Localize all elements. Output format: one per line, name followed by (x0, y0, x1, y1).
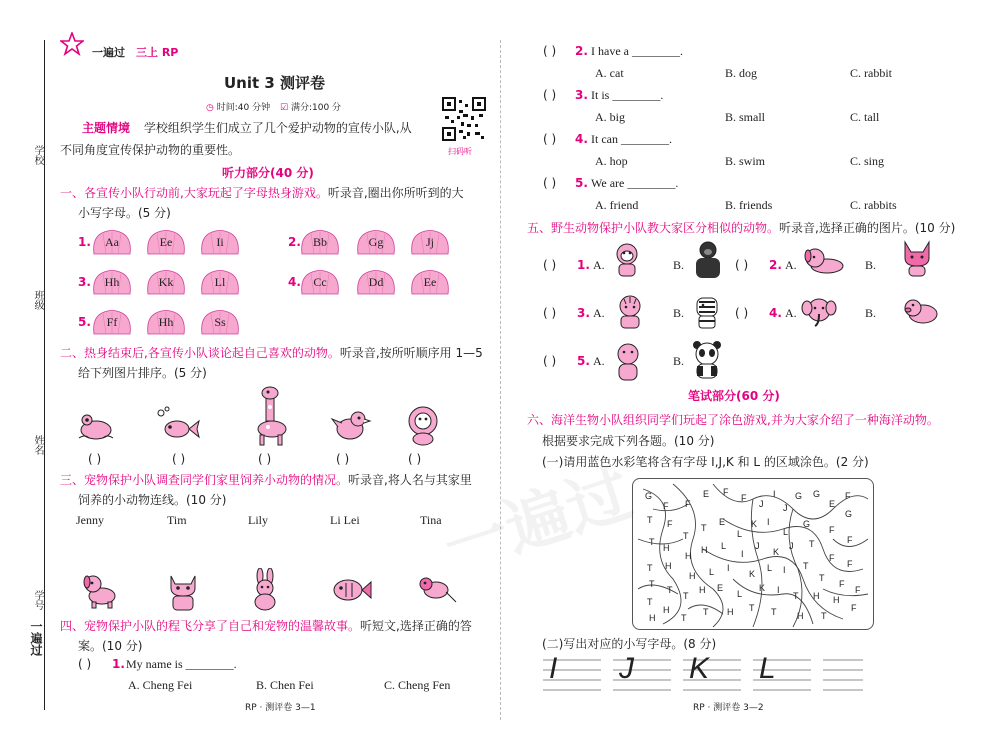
sec1-row-number: 4. (288, 275, 301, 289)
person-tim[interactable]: Tim (167, 513, 187, 527)
letter-shell[interactable] (408, 228, 452, 258)
scan-label: 扫码听 (448, 147, 472, 156)
section-4-points: 案。(10 分) (78, 639, 143, 653)
side-label-class: 班级 (32, 290, 43, 310)
q4-answer-box[interactable]: ( ) (543, 132, 557, 146)
shell-letter: Cc (313, 275, 327, 289)
letter-shell[interactable] (408, 268, 452, 298)
side-label-id: 学号 (32, 590, 43, 610)
dog-image[interactable] (80, 570, 120, 615)
sec5-number: 1. (577, 258, 590, 272)
panda-image[interactable] (691, 340, 723, 385)
uppercase-letter: K (689, 652, 710, 685)
written-header: 笔试部分(60 分) (688, 389, 780, 403)
listening-header: 听力部分(40 分) (222, 166, 314, 180)
sec5-option-b-label[interactable]: B. (865, 306, 877, 320)
q1-number: 1. (112, 657, 125, 671)
q3-number: 3. (575, 88, 588, 102)
tiger-image[interactable] (613, 294, 647, 335)
right-footer: RP · 测评卷 3—2 (693, 703, 764, 713)
fox-image[interactable] (901, 240, 933, 283)
brand-logo (60, 32, 84, 61)
section-2-points: 给下列图片排序。(5 分) (78, 366, 207, 380)
letter-shell[interactable] (354, 228, 398, 258)
writing-box[interactable] (613, 652, 671, 692)
letter-shell[interactable] (198, 268, 242, 298)
shell-letter: Hh (104, 275, 120, 289)
elephant-image[interactable] (801, 296, 837, 335)
sec1-row-number: 3. (78, 275, 91, 289)
q2-number: 2. (575, 44, 588, 58)
q4-number: 4. (575, 132, 588, 146)
uppercase-letter: L (759, 652, 776, 685)
q1-option-b[interactable]: B. Chen Fei (256, 678, 314, 692)
letter-shell[interactable] (90, 228, 134, 258)
letter-shell[interactable] (354, 268, 398, 298)
shell-letter: Ss (214, 315, 226, 329)
theme-label: 主题情境 (82, 121, 131, 135)
section-6-points: 根据要求完成下列各题。(10 分) (542, 434, 715, 448)
coloring-puzzle[interactable]: G F T F F E F F J I J G G E F G T H T T E L K I L G F F T H H H L I J K J T F F T T H L I K L I T T F F T H T H E L K I T H H F H T T H T T H T (632, 478, 874, 630)
fish-image[interactable] (330, 575, 372, 610)
theme-text-1: 学校组织学生们成立了几个爱护动物的宣传小队,从 (143, 121, 412, 135)
q3-option-a[interactable]: A. big (595, 110, 625, 124)
page-divider (500, 40, 501, 720)
sec5-answer-box[interactable]: ( ) (735, 258, 749, 272)
side-label-name: 姓名 (32, 435, 43, 455)
q2-option-c[interactable]: C. rabbit (850, 66, 892, 80)
bird-image (330, 405, 372, 450)
grade-label: 三上 RP (136, 46, 179, 59)
writing-gap (671, 656, 681, 692)
time-info (206, 100, 270, 113)
qr-code[interactable] (441, 96, 487, 142)
shell-letter: Ll (214, 275, 226, 289)
side-label-school: 学校 (32, 145, 43, 165)
letter-shell[interactable] (298, 268, 342, 298)
letter-shell[interactable] (198, 228, 242, 258)
section-4-instructions: 四、宠物保护小队的程飞分享了自己和宠物的温馨故事。听短文,选择正确的答 (60, 619, 472, 633)
star-logo-icon (60, 32, 84, 56)
section-2-instructions: 二、热身结束后,各宣传小队谈论起自己喜欢的动物。听录音,按所听顺序用 1—5 (60, 346, 483, 360)
sec5-answer-box[interactable]: ( ) (543, 306, 557, 320)
uppercase-letter: I (549, 652, 558, 685)
sec5-option-a-label[interactable]: A. (785, 258, 797, 272)
letter-shell[interactable] (144, 228, 188, 258)
uppercase-letter: J (619, 652, 634, 685)
sub-question-1: (一)请用蓝色水彩笔将含有字母 I,J,K 和 L 的区域涂色。(2 分) (542, 455, 869, 469)
sec5-option-b-label[interactable]: B. (673, 354, 685, 368)
letter-shell[interactable] (144, 268, 188, 298)
q4-option-a[interactable]: A. hop (595, 154, 628, 168)
q5-option-c[interactable]: C. rabbits (850, 198, 897, 212)
q5-answer-box[interactable]: ( ) (543, 176, 557, 190)
sec1-row-number: 2. (288, 235, 301, 249)
section-5-instructions: 五、野生动物保护小队教大家区分相似的动物。听录音,选择正确的图片。(10 分) (527, 221, 956, 235)
page-title: Unit 3 测评卷 (224, 74, 326, 92)
score-text: 满分:100 分 (290, 103, 342, 113)
sec5-option-a-label[interactable]: A. (785, 306, 797, 320)
q3-answer-box[interactable]: ( ) (543, 88, 557, 102)
sec5-number: 3. (577, 306, 590, 320)
q1-option-a[interactable]: A. Cheng Fei (128, 678, 193, 692)
shell-letter: Aa (105, 235, 119, 249)
q5-text: We are ________. (591, 176, 679, 190)
sec5-answer-box[interactable]: ( ) (735, 306, 749, 320)
shell-letter: Bb (312, 235, 327, 249)
sec5-option-a-label[interactable]: A. (593, 306, 605, 320)
goldfish-image (155, 405, 201, 450)
sec5-option-b-label[interactable]: B. (865, 258, 877, 272)
score-info (280, 100, 341, 113)
puppy-image[interactable] (801, 246, 847, 281)
section-3-points: 饲养的小动物连线。(10 分) (78, 493, 227, 507)
sec5-answer-box[interactable]: ( ) (543, 354, 557, 368)
left-footer: RP · 测评卷 3—1 (245, 703, 316, 713)
hippo-image[interactable] (613, 342, 643, 387)
qr-code-icon (441, 96, 487, 142)
zebra-image[interactable] (691, 294, 723, 335)
sec2-answer-3[interactable]: ( ) (258, 452, 272, 466)
writing-gap (601, 656, 611, 692)
writing-gap (741, 656, 751, 692)
brand-name: 一遍过 (92, 46, 125, 59)
q1-answer-box[interactable]: ( ) (78, 657, 92, 671)
person-tina[interactable]: Tina (420, 513, 442, 527)
letter-shell[interactable] (90, 268, 134, 298)
shell-letter: Hh (158, 315, 174, 329)
side-brand: 一遍过 (29, 620, 43, 656)
q2-option-b[interactable]: B. dog (725, 66, 758, 80)
sec2-answer-1[interactable]: ( ) (88, 452, 102, 466)
person-jenny[interactable]: Jenny (76, 513, 104, 527)
q2-option-a[interactable]: A. cat (595, 66, 624, 80)
theme-text-2: 不同角度宣传保护动物的重要性。 (60, 143, 241, 157)
giraffe-image (252, 385, 292, 452)
clock-icon: ◷ (206, 103, 214, 113)
shell-letter: Kk (158, 275, 174, 289)
q4-text: It can ________. (591, 132, 672, 146)
section-1-instructions: 一、各宣传小队行动前,大家玩起了字母热身游戏。听录音,圈出你所听到的大 (60, 186, 464, 200)
q4-option-c[interactable]: C. sing (850, 154, 885, 168)
shell-letter: Gg (368, 235, 384, 249)
letter-shell[interactable] (198, 308, 242, 338)
sec2-answer-4[interactable]: ( ) (336, 452, 350, 466)
q3-text: It is ________. (591, 88, 664, 102)
q5-option-b[interactable]: B. friends (725, 198, 773, 212)
sec5-option-b-label[interactable]: B. (673, 306, 685, 320)
writing-box[interactable] (543, 652, 601, 692)
sec5-number: 2. (769, 258, 782, 272)
sub-question-2: (二)写出对应的小写字母。(8 分) (542, 637, 717, 651)
writing-box[interactable] (683, 652, 741, 692)
sec5-answer-box[interactable]: ( ) (543, 258, 557, 272)
q5-number: 5. (575, 176, 588, 190)
sec5-number: 4. (769, 306, 782, 320)
section-1-points: 小写字母。(5 分) (78, 206, 171, 220)
right-page (505, 0, 1000, 735)
writing-lines-tail (823, 656, 863, 692)
section-3-instructions: 三、宠物保护小队调查同学们家里饲养小动物的情况。听录音,将人名与其家里 (60, 473, 472, 487)
shell-letter: Ee (423, 275, 437, 289)
cat-image[interactable] (165, 570, 201, 617)
q1-text: My name is ________. (126, 657, 237, 671)
section-6-instructions: 六、海洋生物小队组织同学们玩起了涂色游戏,并为大家介绍了一种海洋动物。 (527, 413, 939, 427)
rabbit-image[interactable] (248, 568, 282, 617)
sec2-answer-2[interactable]: ( ) (172, 452, 186, 466)
theme-context (60, 118, 440, 138)
q5-option-a[interactable]: A. friend (595, 198, 639, 212)
writing-gap (811, 656, 821, 692)
check-icon: ☑ (280, 103, 289, 113)
parrot-image[interactable] (418, 572, 458, 613)
writing-box[interactable] (753, 652, 811, 692)
watermark: 一遍过 (435, 456, 641, 587)
letter-shell[interactable] (144, 308, 188, 338)
sec5-option-b-label[interactable]: B. (673, 258, 685, 272)
time-text: 时间:40 分钟 (216, 103, 271, 113)
lion-image (403, 405, 443, 452)
sec5-number: 5. (577, 354, 590, 368)
q4-option-b[interactable]: B. swim (725, 154, 766, 168)
sec1-row-number: 5. (78, 315, 91, 329)
letter-shell[interactable] (298, 228, 342, 258)
sec5-option-a-label[interactable]: A. (593, 258, 605, 272)
q3-option-b[interactable]: B. small (725, 110, 766, 124)
q2-text: I have a ________. (591, 44, 683, 58)
shell-letter: Jj (425, 235, 434, 249)
letter-shell[interactable] (90, 308, 134, 338)
shell-letter: Ee (159, 235, 173, 249)
pig-image[interactable] (901, 294, 939, 333)
sec5-option-a-label[interactable]: A. (593, 354, 605, 368)
monkey-image[interactable] (612, 242, 642, 283)
frog-image (75, 410, 117, 449)
shell-letter: Dd (368, 275, 384, 289)
person-lily[interactable]: Lily (248, 513, 268, 527)
shell-letter: Ff (106, 315, 118, 329)
sec1-row-number: 1. (78, 235, 91, 249)
q1-option-c[interactable]: C. Cheng Fen (384, 678, 451, 692)
gorilla-image[interactable] (691, 240, 725, 285)
q3-option-c[interactable]: C. tall (850, 110, 880, 124)
sec2-answer-5[interactable]: ( ) (408, 452, 422, 466)
shell-letter: Ii (216, 235, 224, 249)
person-li-lei[interactable]: Li Lei (330, 513, 360, 527)
q2-answer-box[interactable]: ( ) (543, 44, 557, 58)
